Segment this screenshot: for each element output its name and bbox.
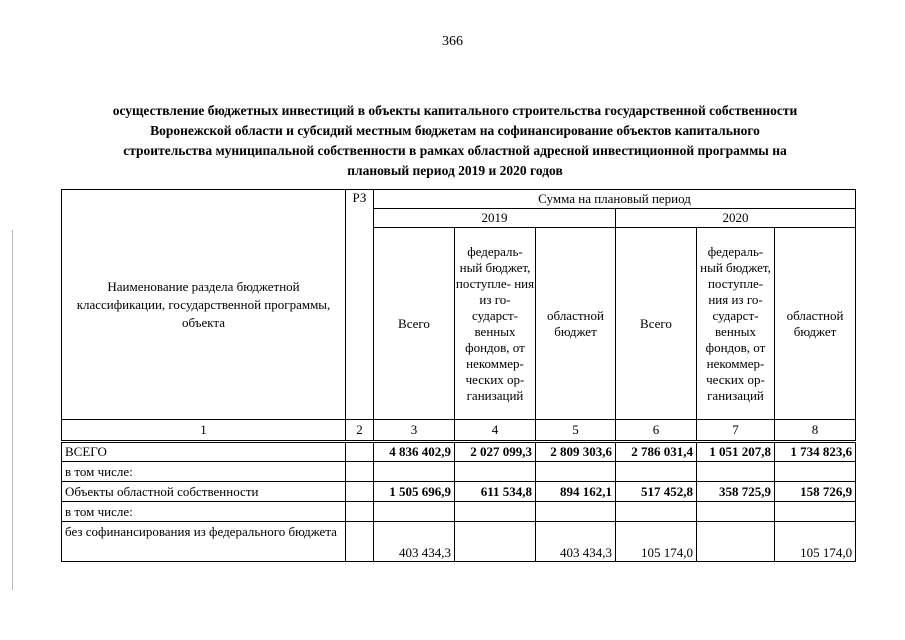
header-total-2019: Всего	[374, 228, 455, 420]
column-number: 3	[374, 420, 455, 442]
table-row-total	[62, 442, 856, 462]
budget-table	[61, 189, 856, 562]
row-name: ВСЕГО	[62, 442, 346, 462]
row-value	[616, 502, 697, 522]
header-federal-2020: федераль- ный бюджет, поступле- ния из го- сударст- венных фондов, от некоммер- ческих ор- ганизаций	[697, 228, 775, 420]
column-number: 6	[616, 420, 697, 442]
row-value: 158 726,9	[775, 482, 856, 502]
row-value	[374, 502, 455, 522]
row-rz	[346, 442, 374, 462]
row-value: 2 786 031,4	[616, 442, 697, 462]
table-row-no-federal-cofinancing	[62, 522, 856, 562]
row-value	[616, 462, 697, 482]
row-value	[455, 502, 536, 522]
row-value: 894 162,1	[536, 482, 616, 502]
header-sum-group: Сумма на плановый период	[374, 190, 856, 209]
row-value	[374, 462, 455, 482]
row-value: 403 434,3	[536, 522, 616, 562]
column-number: 5	[536, 420, 616, 442]
column-number: 2	[346, 420, 374, 442]
header-regional-2020: областной бюджет	[775, 228, 856, 420]
column-number: 7	[697, 420, 775, 442]
header-name-column: Наименование раздела бюджетной классификации, государственной программы, объекта	[62, 190, 346, 420]
row-value: 2 809 303,6	[536, 442, 616, 462]
row-name: в том числе:	[62, 462, 346, 482]
header-year-2019: 2019	[374, 209, 616, 228]
column-number: 4	[455, 420, 536, 442]
row-value: 517 452,8	[616, 482, 697, 502]
row-value	[697, 502, 775, 522]
page-number: 366	[442, 34, 463, 49]
row-value: 611 534,8	[455, 482, 536, 502]
row-value	[697, 462, 775, 482]
row-name: без софинансирования из федерального бюджета	[62, 522, 346, 562]
row-name: в том числе:	[62, 502, 346, 522]
row-value	[775, 462, 856, 482]
column-number-row	[62, 420, 856, 442]
table-row-regional-objects	[62, 482, 856, 502]
row-value	[775, 502, 856, 522]
row-value: 358 725,9	[697, 482, 775, 502]
header-rz-column: РЗ	[346, 190, 374, 420]
row-rz	[346, 462, 374, 482]
column-number: 8	[775, 420, 856, 442]
document-title: осуществление бюджетных инвестиций в объекты капитального строительства государственной собственности Воронежской области и субсидий местным бюджетам на софинансирование объектов капитального строительства муниципальной собственности в рамках областной адресной инвестиционной программы на плановый период 2019 и 2020 годов	[112, 103, 798, 178]
header-federal-2019: федераль- ный бюджет, поступле- ния из го- сударст- венных фондов, от некоммер- ческих ор- ганизаций	[455, 228, 536, 420]
row-value: 1 734 823,6	[775, 442, 856, 462]
row-value	[455, 522, 536, 562]
row-rz	[346, 502, 374, 522]
row-value	[536, 502, 616, 522]
row-rz	[346, 482, 374, 502]
row-value: 1 505 696,9	[374, 482, 455, 502]
row-value: 105 174,0	[775, 522, 856, 562]
header-total-2020: Всего	[616, 228, 697, 420]
row-value: 105 174,0	[616, 522, 697, 562]
column-number: 1	[62, 420, 346, 442]
row-value	[455, 462, 536, 482]
header-regional-2019: областной бюджет	[536, 228, 616, 420]
row-value	[697, 522, 775, 562]
row-value	[536, 462, 616, 482]
row-value: 1 051 207,8	[697, 442, 775, 462]
row-name: Объекты областной собственности	[62, 482, 346, 502]
row-rz	[346, 522, 374, 562]
row-value: 4 836 402,9	[374, 442, 455, 462]
row-value: 403 434,3	[374, 522, 455, 562]
scan-margin-line	[12, 230, 13, 590]
row-value: 2 027 099,3	[455, 442, 536, 462]
table-row-including	[62, 462, 856, 482]
header-year-2020: 2020	[616, 209, 856, 228]
table-row-including-plain	[62, 502, 856, 522]
